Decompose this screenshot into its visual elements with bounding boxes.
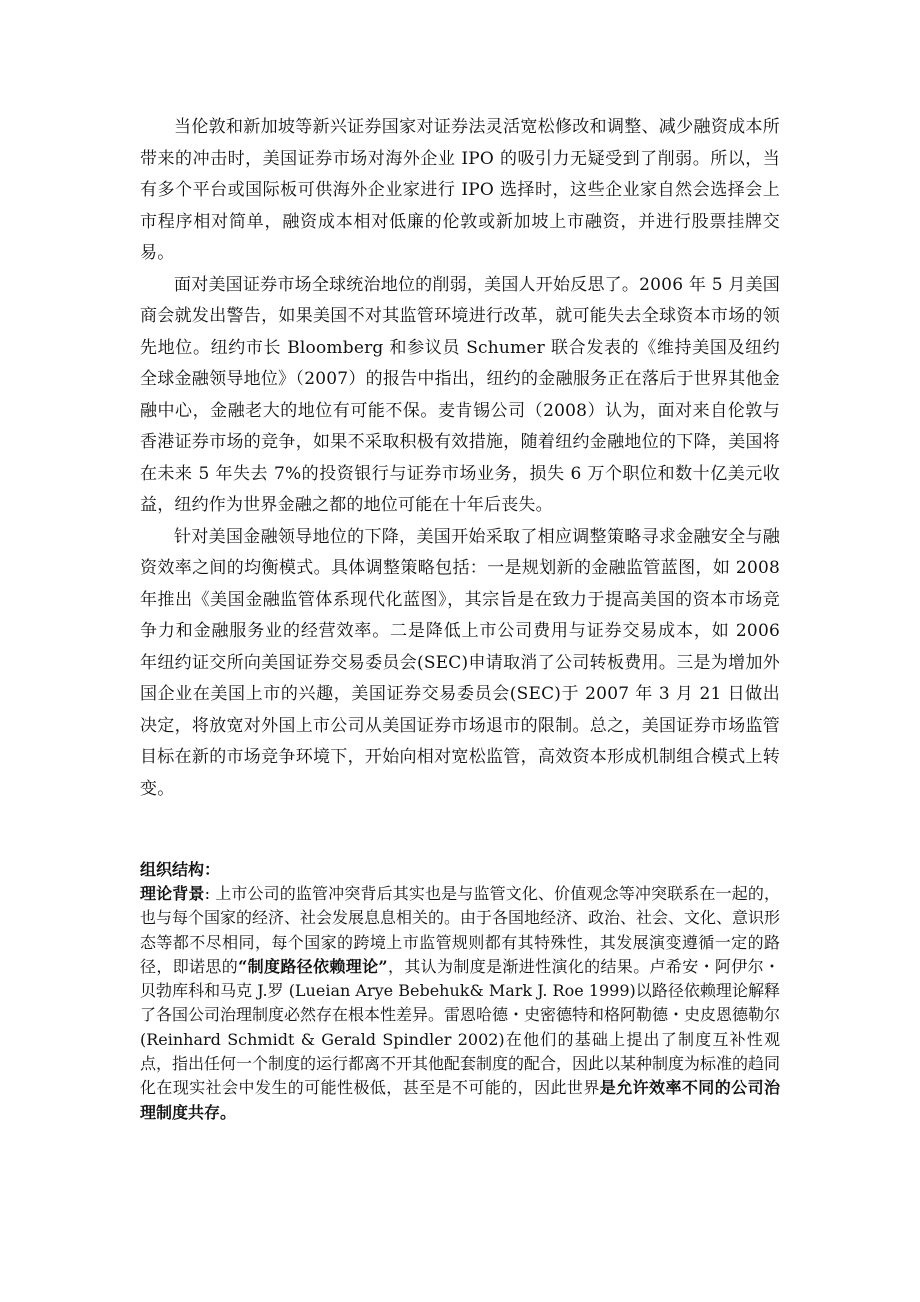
section-heading: 组织结构： [140, 860, 221, 879]
paragraph-2: 面对美国证券市场全球统治地位的削弱，美国人开始反思了。2006 年 5 月美国商会就发出警告，如果美国不对其监管环境进行改革，就可能失去全球资本市场的领先地位。纽约市长 Bloomberg 和参议员 Schumer 联合发表的《维持美国及纽约全球金融领导地位》（2007）的报告中指出，纽约的金融服务正在落后于世界其他金融中心，金融老大的地位有可能不保。麦肯锡公司（2008）认为，面对来自伦敦与香港证券市场的竞争，如果不采取积极有效措施，随着纽约金融地位的下降，美国将在未来 5 年失去 7%的投资银行与证券市场业务，损失 6 万个职位和数十亿美元收益，纽约作为世界金融之都的地位可能在十年后丧失。 [140, 274, 780, 515]
theory-label: 理论背景 [140, 884, 205, 903]
theory-text-2: ，其认为制度是渐进性演化的结果。卢希安・阿伊尔・贝勃库科和马克 J.罗 (Lueian Arye Bebehuk& Mark J. Roe 1999)以路径依赖理论解释了各国公司治理制度必然存在根本性差异。雷恩哈德・史密德特和格阿勒德・史皮恩德勒尔(Reinhard Schmidt & Gerald Spindler 2002)在他们的基础上提出了制度互补性观点，指出任何一个制度的运行都离不开其他配套制度的配合，因此以某种制度为标准的趋同化在现实社会中发生的可能性极低，甚至是不可能的，因此世界 [140, 956, 781, 1098]
theory-background-paragraph [140, 882, 780, 1125]
paragraph-1: 当伦敦和新加坡等新兴证券国家对证券法灵活宽松修改和调整、减少融资成本所带来的冲击时，美国证券市场对海外企业 IPO 的吸引力无疑受到了削弱。所以，当有多个平台或国际板可供海外企业家进行 IPO 选择时，这些企业家自然会选择会上市程序相对简单，融资成本相对低廉的伦敦或新加坡上市融资，并进行股票挂牌交易。 [140, 117, 780, 263]
theory-emphasis-2: 是允许效率不同的公司治理制度共存。 [140, 1078, 780, 1122]
document-body [140, 112, 780, 805]
organization-section [140, 858, 780, 1125]
theory-emphasis-1: “制度路径依赖理论” [238, 956, 388, 976]
theory-text-1: : 上市公司的监管冲突背后其实也是与监管文化、价值观念等冲突联系在一起的，也与每个国家的经济、社会发展息息相关的。由于各国地经济、政治、社会、文化、意识形态等都不尽相同，每个国家的跨境上市监管规则都有其特殊性，其发展演变遵循一定的路径，即诺思的 [140, 884, 781, 976]
paragraph-3: 针对美国金融领导地位的下降，美国开始采取了相应调整策略寻求金融安全与融资效率之间的均衡模式。具体调整策略包括：一是规划新的金融监管蓝图，如 2008 年推出《美国金融监管体系现代化蓝图》，其宗旨是在致力于提高美国的资本市场竞争力和金融服务业的经营效率。二是降低上市公司费用与证券交易成本，如 2006 年纽约证交所向美国证券交易委员会(SEC)申请取消了公司转板费用。三是为增加外国企业在美国上市的兴趣，美国证券交易委员会(SEC)于 2007 年 3 月 21 日做出决定，将放宽对外国上市公司从美国证券市场退市的限制。总之，美国证券市场监管目标在新的市场竞争环境下，开始向相对宽松监管，高效资本形成机制组合模式上转变。 [140, 526, 780, 799]
